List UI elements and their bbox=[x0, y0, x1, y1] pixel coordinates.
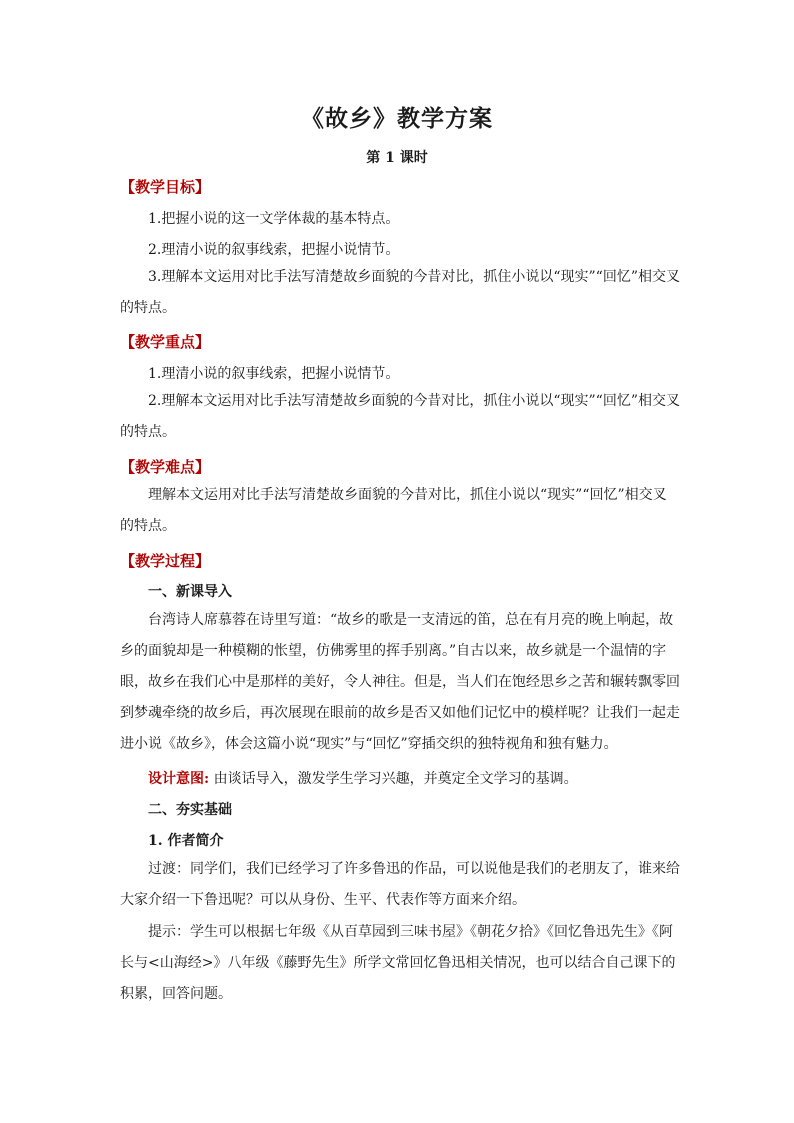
difficulties-text: 理解本文运用对比手法写清楚故乡面貌的今昔对比，抓住小说以“现实”“回忆”相交叉的特点。 bbox=[120, 487, 667, 534]
process-heading: 【教学过程】 bbox=[120, 552, 211, 570]
key-point-item-1: 1.理清小说的叙事线索，把握小说情节。 bbox=[148, 366, 400, 382]
goal-item-2: 2.理清小说的叙事线索，把握小说情节。 bbox=[148, 242, 400, 258]
hint-text: 提示：学生可以根据七年级《从百草园到三味书屋》《朝花夕拾》《回忆鲁迅先生》《阿长与<山海经>》八年级《藤野先生》所学文常回忆鲁迅相关情况，也可以结合自己课下的积累，回答问题。 bbox=[120, 924, 676, 1002]
goal-item-3: 3.理解本文运用对比手法写清楚故乡面貌的今昔对比，抓住小说以“现实”“回忆”相交叉的特点。 bbox=[120, 269, 680, 316]
difficulties-heading: 【教学难点】 bbox=[120, 458, 211, 476]
key-points-heading: 【教学重点】 bbox=[120, 333, 211, 351]
goals-heading: 【教学目标】 bbox=[120, 178, 211, 196]
key-point-item-2: 2.理解本文运用对比手法写清楚故乡面貌的今昔对比，抓住小说以“现实”“回忆”相交叉的特点。 bbox=[120, 393, 680, 440]
part1-text: 台湾诗人席慕蓉在诗里写道：“故乡的歌是一支清远的笛，总在有月亮的晚上响起，故乡的面貌却是一种模糊的怅望，仿佛雾里的挥手别离。”自古以来，故乡就是一个温情的字眼，故乡在我们心中是那样的美好，令人神往。但是，当人们在饱经思乡之苦和辗转飘零回到梦魂牵绕的故乡后，再次展现在眼前的故乡是否又如他们记忆中的模样呢？让我们一起走进小说《故乡》，体会这篇小说“现实”与“回忆”穿插交织的独特视角和独有魅力。 bbox=[120, 612, 680, 752]
design-intent bbox=[148, 768, 578, 788]
goal-item-1: 1.把握小说的这一文学体裁的基本特点。 bbox=[148, 211, 400, 227]
transition-text: 过渡：同学们，我们已经学习了许多鲁迅的作品，可以说他是我们的老朋友了，谁来给大家介绍一下鲁迅呢？可以从身份、生平、代表作等方面来介绍。 bbox=[120, 861, 680, 908]
lesson-subtitle: 第 1 课时 bbox=[366, 150, 428, 166]
author-intro-title: 1. 作者简介 bbox=[148, 833, 224, 849]
part1-title: 一、新课导入 bbox=[148, 584, 232, 600]
part2-title: 二、夯实基础 bbox=[148, 802, 232, 818]
design-intent-text: 由谈话导入，激发学生学习兴趣，并奠定全文学习的基调。 bbox=[213, 771, 578, 787]
page-title: 《故乡》教学方案 bbox=[301, 105, 493, 132]
design-intent-label: 设计意图: bbox=[148, 771, 210, 787]
